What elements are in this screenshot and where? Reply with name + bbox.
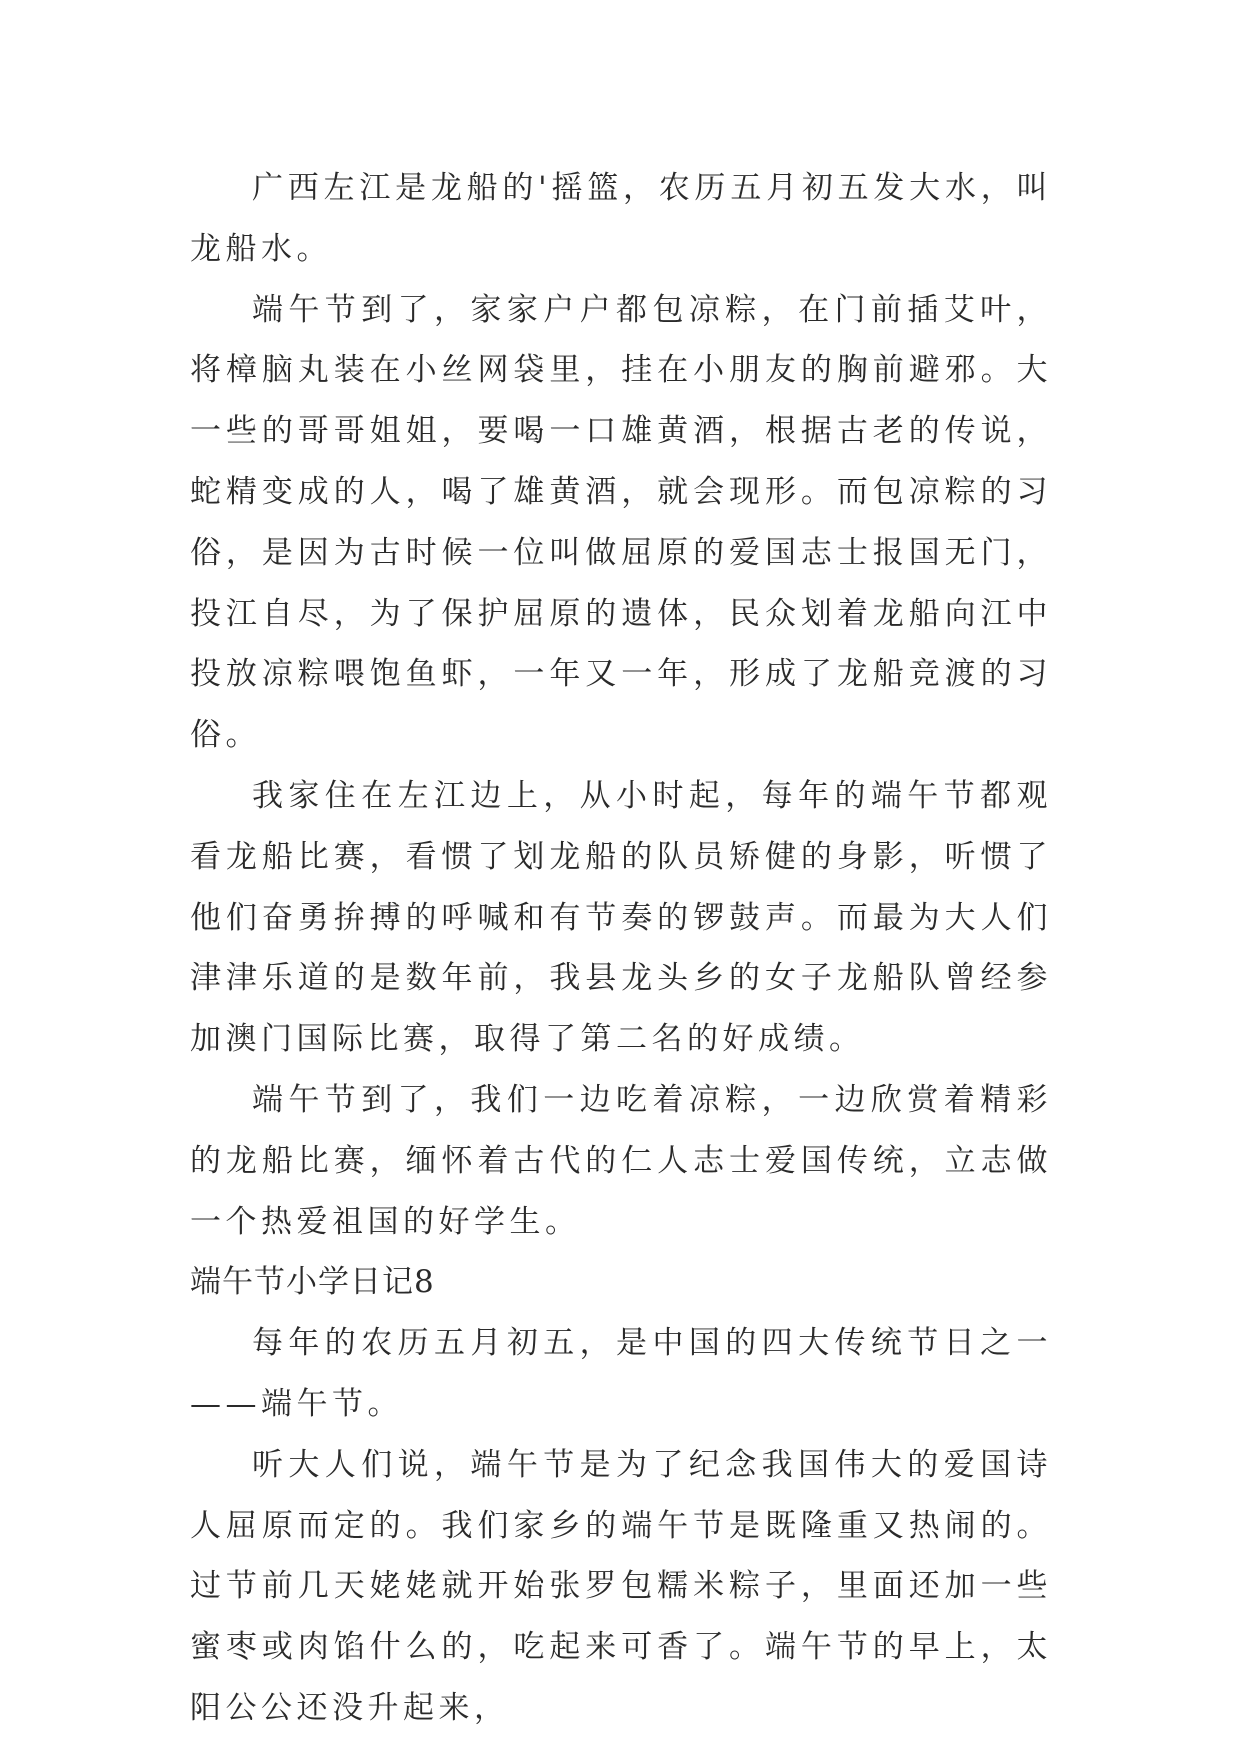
- document-body: [190, 158, 1052, 1739]
- paragraph-conclusion: 端午节到了，我们一边吃着凉粽，一边欣赏着精彩的龙船比赛，缅怀着古代的仁人志士爱国传统，立志做一个热爱祖国的好学生。: [190, 1081, 1052, 1240]
- paragraph-hometown: 我家住在左江边上，从小时起，每年的端午节都观看龙船比赛，看惯了划龙船的队员矫健的身影，听惯了他们奋勇拚搏的呼喊和有节奏的锣鼓声。而最为大人们津津乐道的是数年前，我县龙头乡的女子龙船队曾经参加澳门国际比赛，取得了第二名的好成绩。: [190, 777, 1052, 1058]
- paragraph-cradle: 广西左江是龙船的'摇篮，农历五月初五发大水，叫龙船水。: [190, 170, 1052, 267]
- diary-heading: 端午节小学日记8: [190, 1264, 435, 1301]
- paragraph-intro: 每年的农历五月初五，是中国的四大传统节日之一——端午节。: [190, 1325, 1052, 1422]
- paragraph-customs: 端午节到了，家家户户都包凉粽，在门前插艾叶，将樟脑丸装在小丝网袋里，挂在小朋友的胸前避邪。大一些的哥哥姐姐，要喝一口雄黄酒，根据古老的传说，蛇精变成的人，喝了雄黄酒，就会现形。而包凉粽的习俗，是因为古时候一位叫做屈原的爱国志士报国无门，投江自尽，为了保护屈原的遗体，民众划着龙船向江中投放凉粽喂饱鱼虾，一年又一年，形成了龙船竞渡的习俗。: [190, 291, 1052, 754]
- paragraph-preparation: 听大人们说，端午节是为了纪念我国伟大的爱国诗人屈原而定的。我们家乡的端午节是既隆重又热闹的。过节前几天姥姥就开始张罗包糯米粽子，里面还加一些蜜枣或肉馅什么的，吃起来可香了。端午节的早上，太阳公公还没升起来，: [190, 1446, 1052, 1726]
